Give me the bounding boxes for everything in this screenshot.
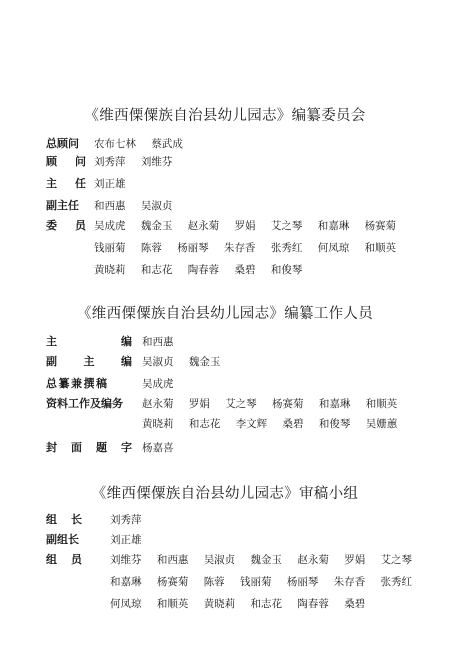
person-name: 刘正雄 <box>94 178 126 190</box>
role-label <box>46 334 132 350</box>
name-list <box>142 396 409 412</box>
role-label <box>46 136 86 152</box>
role-char: 员 <box>71 553 82 566</box>
person-name: 赵永菊 <box>297 554 329 566</box>
member-row <box>0 596 450 614</box>
person-name: 张秀红 <box>380 576 413 588</box>
role-char: 主 <box>46 177 57 190</box>
person-name: 和顺英 <box>364 242 397 254</box>
person-name: 何凤琼 <box>110 598 142 610</box>
person-name: 朱存香 <box>333 576 366 588</box>
role-char: 副 <box>46 355 57 368</box>
member-row <box>0 262 450 280</box>
role-label <box>46 154 86 170</box>
section-title: 《维西傈僳族自治县幼儿园志》审稿小组 <box>91 486 359 502</box>
person-name: 李文辉 <box>235 418 268 430</box>
member-row <box>0 396 450 414</box>
member-row <box>0 574 450 592</box>
role-char: 问 <box>75 155 86 168</box>
person-name: 罗娟 <box>234 220 256 232</box>
role-label-text: 总顾问 <box>46 137 79 150</box>
role-label <box>46 396 132 412</box>
role-label <box>46 198 86 214</box>
role-label-text: 副组长 <box>46 533 79 546</box>
name-list <box>110 552 424 568</box>
person-name: 刘秀萍 <box>110 514 142 526</box>
person-name: 张秀红 <box>270 242 303 254</box>
role-label <box>46 218 86 234</box>
member-row <box>0 376 450 394</box>
name-list <box>94 136 195 152</box>
person-name: 杨赛菊 <box>156 576 189 588</box>
role-label-text: 总纂兼撰稿 <box>46 377 109 390</box>
person-name: 魏金玉 <box>250 554 283 566</box>
person-name: 陶春蓉 <box>297 598 329 610</box>
role-label <box>46 552 82 568</box>
role-char: 组 <box>46 553 57 566</box>
role-char: 长 <box>71 513 82 526</box>
member-row <box>0 176 450 194</box>
member-row <box>0 440 450 458</box>
person-name: 黄晓莉 <box>94 264 126 276</box>
role-label-text: 副主任 <box>46 199 79 212</box>
person-name: 和顺英 <box>156 598 189 610</box>
person-name: 赵永菊 <box>187 220 220 232</box>
member-row <box>0 240 450 258</box>
role-char: 顾 <box>46 155 57 168</box>
section-title: 《维西傈僳族自治县幼儿园志》编纂工作人员 <box>77 306 373 322</box>
person-name: 黄晓莉 <box>203 598 236 610</box>
role-char: 员 <box>75 219 86 232</box>
role-label <box>46 376 132 392</box>
name-list <box>142 334 186 350</box>
role-char: 委 <box>46 219 57 232</box>
person-name: 吴淑贞 <box>140 200 173 212</box>
name-list <box>142 354 232 370</box>
person-name: 钱丽菊 <box>240 576 272 588</box>
person-name: 刘维芬 <box>110 554 142 566</box>
role-char: 封 <box>46 441 57 454</box>
person-name: 吴淑贞 <box>142 356 174 368</box>
member-row <box>0 532 450 550</box>
person-name: 艾之琴 <box>270 220 303 232</box>
role-char: 编 <box>121 355 132 368</box>
person-name: 艾之琴 <box>225 398 257 410</box>
name-list <box>94 262 314 278</box>
member-row <box>0 154 450 172</box>
person-name: 赵永菊 <box>142 398 174 410</box>
name-list <box>94 240 408 256</box>
person-name: 陈蓉 <box>140 242 162 254</box>
person-name: 黄晓莉 <box>142 418 174 430</box>
role-char: 编 <box>121 335 132 348</box>
name-list <box>94 218 408 234</box>
person-name: 和西惠 <box>94 200 126 212</box>
person-name: 和志花 <box>250 598 283 610</box>
member-row <box>0 136 450 154</box>
person-name: 吴成虎 <box>94 220 126 232</box>
person-name: 陶春蓉 <box>187 264 220 276</box>
person-name: 杨丽琴 <box>286 576 319 588</box>
person-name: 罗娟 <box>344 554 366 566</box>
role-char: 组 <box>46 513 57 526</box>
role-label <box>46 176 86 192</box>
person-name: 和俊琴 <box>270 264 303 276</box>
role-label <box>46 532 82 548</box>
person-name: 何凤琼 <box>317 242 350 254</box>
person-name: 桑碧 <box>344 598 366 610</box>
person-name: 杨丽琴 <box>177 242 209 254</box>
role-char: 主 <box>83 355 95 368</box>
person-name: 桑碧 <box>282 418 304 430</box>
role-char: 字 <box>121 441 132 454</box>
person-name: 刘正雄 <box>110 534 142 546</box>
person-name: 吴淑贞 <box>203 554 236 566</box>
person-name: 艾之琴 <box>380 554 413 566</box>
person-name: 农布七林 <box>94 138 136 150</box>
role-label-text: 资料工作及编务 <box>46 397 123 410</box>
name-list <box>142 376 186 392</box>
member-row <box>0 552 450 570</box>
person-name: 杨赛菊 <box>272 398 304 410</box>
person-name: 钱丽菊 <box>94 242 126 254</box>
person-name: 朱存香 <box>224 242 256 254</box>
role-char: 面 <box>71 441 82 454</box>
section-title: 《维西傈僳族自治县幼儿园志》编纂委员会 <box>84 108 366 124</box>
role-label <box>46 440 132 456</box>
person-name: 蔡武成 <box>151 138 183 150</box>
person-name: 吴成虎 <box>142 378 174 390</box>
member-row <box>0 354 450 372</box>
name-list <box>94 154 184 170</box>
name-list <box>94 176 138 192</box>
person-name: 陈蓉 <box>203 576 225 588</box>
name-list <box>94 198 184 214</box>
name-list <box>110 532 154 548</box>
person-name: 和嘉琳 <box>110 576 142 588</box>
name-list <box>142 440 186 456</box>
person-name: 杨赛菊 <box>364 220 397 232</box>
person-name: 和顺英 <box>365 398 398 410</box>
role-label <box>46 354 132 370</box>
role-char: 题 <box>96 441 107 454</box>
member-row <box>0 218 450 236</box>
person-name: 刘维芬 <box>140 156 173 168</box>
person-name: 刘秀萍 <box>94 156 126 168</box>
member-row <box>0 416 450 434</box>
role-char: 主 <box>46 335 57 348</box>
person-name: 魏金玉 <box>140 220 173 232</box>
person-name: 吴姗蕙 <box>365 418 398 430</box>
person-name: 和志花 <box>188 418 221 430</box>
person-name: 罗娟 <box>188 398 210 410</box>
person-name: 魏金玉 <box>188 356 221 368</box>
person-name: 和西惠 <box>156 554 189 566</box>
member-row <box>0 512 450 530</box>
role-char: 任 <box>75 177 86 190</box>
name-list <box>110 574 424 590</box>
person-name: 桑碧 <box>234 264 256 276</box>
person-name: 和志花 <box>140 264 173 276</box>
member-row <box>0 198 450 216</box>
person-name: 和俊琴 <box>318 418 351 430</box>
name-list <box>142 416 409 432</box>
name-list <box>110 512 154 528</box>
person-name: 和嘉琳 <box>317 220 350 232</box>
name-list <box>110 596 377 612</box>
person-name: 和西惠 <box>142 336 174 348</box>
person-name: 杨嘉喜 <box>142 442 174 454</box>
person-name: 和嘉琳 <box>318 398 351 410</box>
member-row <box>0 334 450 352</box>
role-label <box>46 512 82 528</box>
